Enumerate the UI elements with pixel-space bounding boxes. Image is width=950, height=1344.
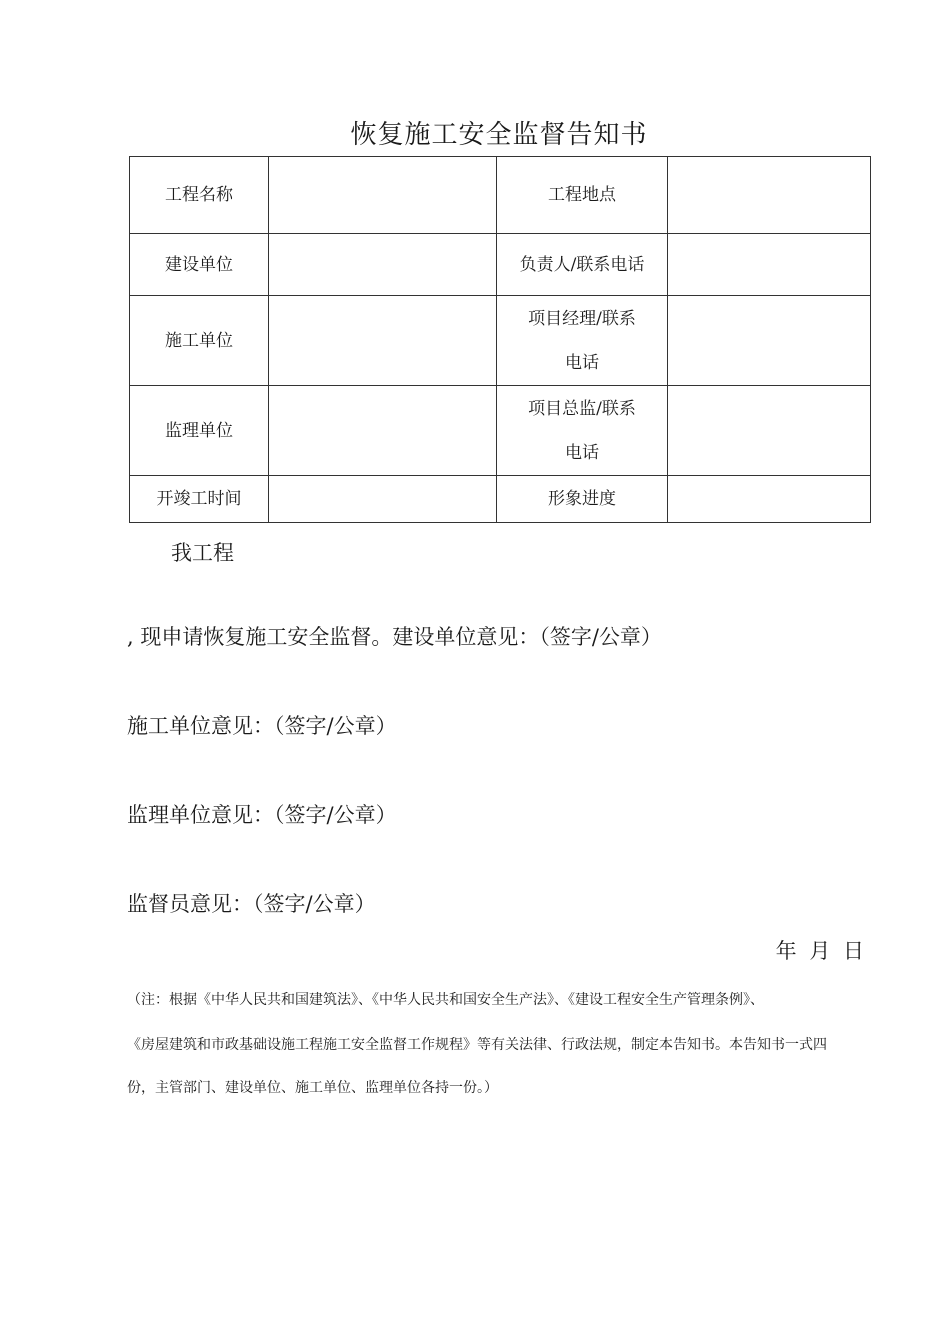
- field-progress[interactable]: [668, 476, 871, 523]
- date-line: 年 月 日: [775, 939, 864, 963]
- contractor-opinion-line: 施工单位意见：（签字/公章）: [127, 714, 397, 738]
- label-pm-phone-line2: 电话: [565, 352, 599, 373]
- application-statement: , 现申请恢复施工安全监督。建设单位意见：（签字/公章）: [127, 625, 662, 649]
- page-title: 恢复施工安全监督告知书: [350, 120, 648, 150]
- label-start-end-time: 开竣工时间: [130, 476, 269, 523]
- field-responsible-phone[interactable]: [668, 234, 871, 296]
- field-construction-unit[interactable]: [269, 234, 497, 296]
- project-info-table: [129, 156, 871, 523]
- label-supervision-unit: 监理单位: [130, 386, 269, 476]
- note-line-3: 份，主管部门、建设单位、施工单位、监理单位各持一份。）: [127, 1080, 498, 1096]
- table-row: [130, 296, 871, 386]
- inspector-opinion-line: 监督员意见：（签字/公章）: [127, 892, 376, 916]
- label-project-location: 工程地点: [497, 157, 668, 234]
- table-row: [130, 476, 871, 523]
- field-contractor-unit[interactable]: [269, 296, 497, 386]
- table-row: [130, 234, 871, 296]
- supervisor-opinion-line: 监理单位意见：（签字/公章）: [127, 803, 397, 827]
- field-project-location[interactable]: [668, 157, 871, 234]
- label-chief-phone-line1: 项目总监/联系: [528, 398, 636, 419]
- label-pm-phone-line1: 项目经理/联系: [528, 308, 636, 329]
- label-contractor-unit: 施工单位: [130, 296, 269, 386]
- note-line-1: （注：根据《中华人民共和国建筑法》、《中华人民共和国安全生产法》、《建设工程安全生产管理条例》、: [127, 992, 764, 1008]
- label-chief-phone-line2: 电话: [565, 442, 599, 463]
- label-responsible-phone: 负责人/联系电话: [497, 234, 668, 296]
- field-start-end-time[interactable]: [269, 476, 497, 523]
- label-project-name: 工程名称: [130, 157, 269, 234]
- label-construction-unit: 建设单位: [130, 234, 269, 296]
- label-chief-phone: [497, 386, 668, 476]
- field-pm-phone[interactable]: [668, 296, 871, 386]
- label-pm-phone: [497, 296, 668, 386]
- field-supervision-unit[interactable]: [269, 386, 497, 476]
- field-chief-phone[interactable]: [668, 386, 871, 476]
- note-line-2: 《房屋建筑和市政基础设施工程施工安全监督工作规程》等有关法律、行政法规，制定本告知书。本告知书一式四: [127, 1037, 827, 1053]
- field-project-name[interactable]: [269, 157, 497, 234]
- project-intro-text: 我工程: [171, 541, 234, 565]
- table-row: [130, 157, 871, 234]
- table-row: [130, 386, 871, 476]
- label-progress: 形象进度: [497, 476, 668, 523]
